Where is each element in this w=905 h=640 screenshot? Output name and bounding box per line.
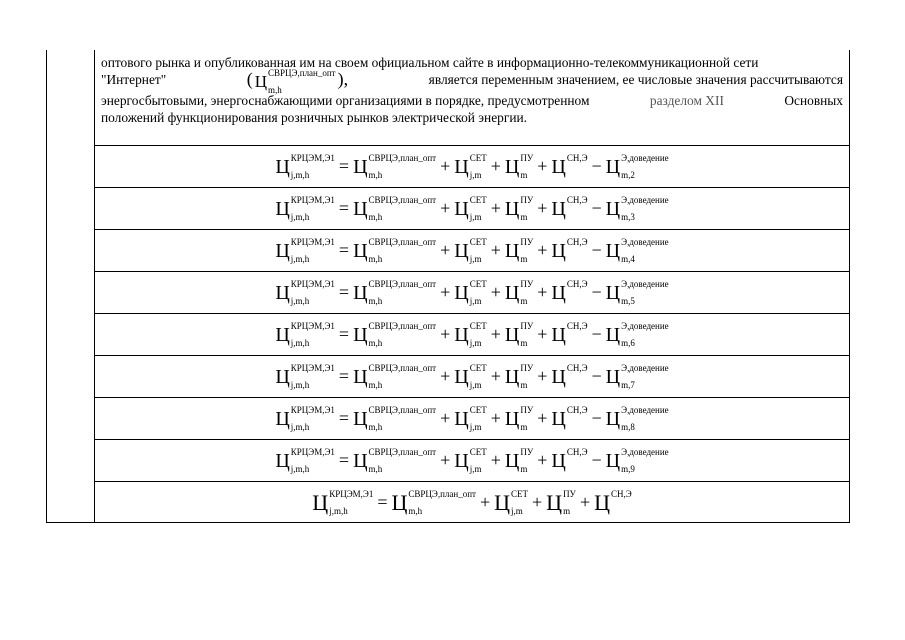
minus-sign: −	[591, 408, 602, 428]
lhs-symbol: Ц КРЦЭМ,Э1 j,m,h	[275, 194, 335, 222]
plus-sign: +	[440, 324, 451, 344]
plus-sign: +	[490, 324, 501, 344]
formula	[275, 362, 669, 390]
formula-row-final	[95, 482, 849, 523]
minus-sign: −	[591, 240, 602, 260]
table-frame	[46, 50, 850, 523]
minus-sign: −	[591, 198, 602, 218]
svrc-symbol: Ц СВРЦЭ,план_опт m,h	[353, 278, 437, 306]
lhs-symbol: Ц КРЦЭМ,Э1 j,m,h	[275, 362, 335, 390]
formula	[275, 236, 669, 264]
plus-sign: +	[440, 408, 451, 428]
sn-symbol: Ц СН,Э	[551, 152, 588, 178]
set-symbol: Ц СЕТ j,m	[454, 194, 487, 222]
set-symbol: Ц СЕТ j,m	[454, 446, 487, 474]
formula-row	[95, 314, 849, 356]
pu-symbol: Ц ПУ m	[504, 362, 534, 390]
formula	[275, 194, 669, 222]
sn-symbol: Ц СН,Э	[594, 488, 632, 515]
plus-sign: +	[490, 366, 501, 386]
set-symbol: Ц СЕТ j,m	[494, 488, 529, 516]
plus-sign: +	[537, 450, 548, 470]
formula-row	[95, 188, 849, 230]
plus-sign: +	[537, 156, 548, 176]
formula	[275, 320, 669, 348]
lhs-symbol: Ц КРЦЭМ,Э1 j,m,h	[275, 278, 335, 306]
formula	[275, 446, 669, 474]
table-left-column	[47, 50, 95, 522]
set-symbol: Ц СЕТ j,m	[454, 362, 487, 390]
dov-symbol: Ц Э,доведение m,7	[605, 362, 669, 390]
pu-symbol: Ц ПУ m	[504, 194, 534, 222]
equals-sign: =	[338, 282, 350, 302]
set-symbol: Ц СЕТ j,m	[454, 320, 487, 348]
formula	[275, 404, 669, 432]
svrc-symbol: Ц СВРЦЭ,план_опт m,h	[353, 404, 437, 432]
pu-symbol: Ц ПУ m	[504, 446, 534, 474]
dov-symbol: Ц Э,доведение m,2	[605, 152, 669, 180]
paragraph-line-2	[101, 67, 843, 95]
svrc-symbol: Ц СВРЦЭ,план_опт m,h	[353, 320, 437, 348]
lhs-symbol: Ц КРЦЭМ,Э1 j,m,h	[275, 236, 335, 264]
svrc-symbol: Ц СВРЦЭ,план_опт m,h	[353, 362, 437, 390]
plus-sign: +	[537, 282, 548, 302]
sn-symbol: Ц СН,Э	[551, 404, 588, 430]
equals-sign: =	[338, 198, 350, 218]
plus-sign: +	[537, 408, 548, 428]
dov-symbol: Ц Э,доведение m,8	[605, 404, 669, 432]
plus-sign: +	[490, 156, 501, 176]
formula	[275, 152, 669, 180]
lhs-symbol: Ц КРЦЭМ,Э1 j,m,h	[275, 152, 335, 180]
paragraph-line-3: энергосбытовыми, энергоснабжающими организациями в порядке, предусмотренном разделом XII Основных	[101, 92, 843, 108]
dov-symbol: Ц Э,доведение m,3	[605, 194, 669, 222]
pu-symbol: Ц ПУ m	[504, 152, 534, 180]
pu-symbol: Ц ПУ m	[504, 320, 534, 348]
minus-sign: −	[591, 156, 602, 176]
set-symbol: Ц СЕТ j,m	[454, 152, 487, 180]
equals-sign: =	[338, 366, 350, 386]
minus-sign: −	[591, 366, 602, 386]
plus-sign: +	[579, 492, 591, 512]
dov-symbol: Ц Э,доведение m,4	[605, 236, 669, 264]
plus-sign: +	[537, 324, 548, 344]
plus-sign: +	[440, 282, 451, 302]
minus-sign: −	[591, 324, 602, 344]
inline-formula: ( Ц СВРЦЭ,план_опт m,h ),	[246, 67, 349, 95]
plus-sign: +	[537, 366, 548, 386]
set-symbol: Ц СЕТ j,m	[454, 404, 487, 432]
svrc-symbol: Ц СВРЦЭ,план_опт m,h	[353, 236, 437, 264]
plus-sign: +	[490, 240, 501, 260]
equals-sign: =	[377, 492, 388, 512]
formula-row	[95, 146, 849, 188]
equals-sign: =	[338, 324, 350, 344]
formula	[275, 278, 669, 306]
pu-symbol: Ц ПУ m	[504, 404, 534, 432]
paragraph-cell	[95, 50, 849, 146]
inline-tariff-symbol: Ц СВРЦЭ,план_опт m,h	[254, 67, 336, 95]
equals-sign: =	[338, 156, 350, 176]
pu-symbol: Ц ПУ m	[546, 488, 576, 516]
plus-sign: +	[490, 408, 501, 428]
set-symbol: Ц СЕТ j,m	[454, 278, 487, 306]
sn-symbol: Ц СН,Э	[551, 278, 588, 304]
lhs-symbol: Ц КРЦЭМ,Э1 j,m,h	[275, 320, 335, 348]
equals-sign: =	[338, 450, 350, 470]
svrc-symbol: Ц СВРЦЭ,план_опт m,h	[353, 194, 437, 222]
paragraph-line-4: положений функционирования розничных рынков электрической энергии.	[101, 109, 528, 125]
formula-row	[95, 440, 849, 482]
minus-sign: −	[591, 282, 602, 302]
equals-sign: =	[338, 408, 350, 428]
formula-row	[95, 272, 849, 314]
formula-row	[95, 398, 849, 440]
svrc-symbol: Ц СВРЦЭ,план_опт m,h	[353, 152, 437, 180]
lhs-symbol: Ц КРЦЭМ,Э1 j,m,h	[312, 488, 374, 516]
plus-sign: +	[440, 198, 451, 218]
section-reference-link[interactable]: разделом XII	[649, 92, 724, 108]
minus-sign: −	[591, 450, 602, 470]
table-right-column	[95, 50, 849, 522]
plus-sign: +	[532, 492, 543, 512]
svrc-symbol: Ц СВРЦЭ,план_опт m,h	[353, 446, 437, 474]
lhs-symbol: Ц КРЦЭМ,Э1 j,m,h	[275, 404, 335, 432]
formula-row	[95, 356, 849, 398]
plus-sign: +	[440, 240, 451, 260]
svrc-symbol: Ц СВРЦЭ,план_опт m,h	[391, 488, 476, 516]
plus-sign: +	[490, 198, 501, 218]
formula-row	[95, 230, 849, 272]
dov-symbol: Ц Э,доведение m,5	[605, 278, 669, 306]
sn-symbol: Ц СН,Э	[551, 320, 588, 346]
plus-sign: +	[490, 450, 501, 470]
equals-sign: =	[338, 240, 350, 260]
plus-sign: +	[440, 450, 451, 470]
paragraph-line-1: оптового рынка и опубликованная им на своем официальном сайте в информационно-телекоммуникационной сети	[101, 55, 759, 70]
set-symbol: Ц СЕТ j,m	[454, 236, 487, 264]
sn-symbol: Ц СН,Э	[551, 362, 588, 388]
plus-sign: +	[490, 282, 501, 302]
plus-sign: +	[440, 366, 451, 386]
dov-symbol: Ц Э,доведение m,9	[605, 446, 669, 474]
lhs-symbol: Ц КРЦЭМ,Э1 j,m,h	[275, 446, 335, 474]
plus-sign: +	[537, 240, 548, 260]
plus-sign: +	[479, 492, 491, 512]
sn-symbol: Ц СН,Э	[551, 446, 588, 472]
dov-symbol: Ц Э,доведение m,6	[605, 320, 669, 348]
sn-symbol: Ц СН,Э	[551, 194, 588, 220]
sn-symbol: Ц СН,Э	[551, 236, 588, 262]
pu-symbol: Ц ПУ m	[504, 236, 534, 264]
plus-sign: +	[440, 156, 451, 176]
pu-symbol: Ц ПУ m	[504, 278, 534, 306]
formula-final	[312, 488, 632, 516]
internet-word: "Интернет"	[101, 72, 167, 87]
plus-sign: +	[537, 198, 548, 218]
paragraph-line-2-rest: является переменным значением, ее числовые значения рассчитываются	[428, 72, 843, 87]
